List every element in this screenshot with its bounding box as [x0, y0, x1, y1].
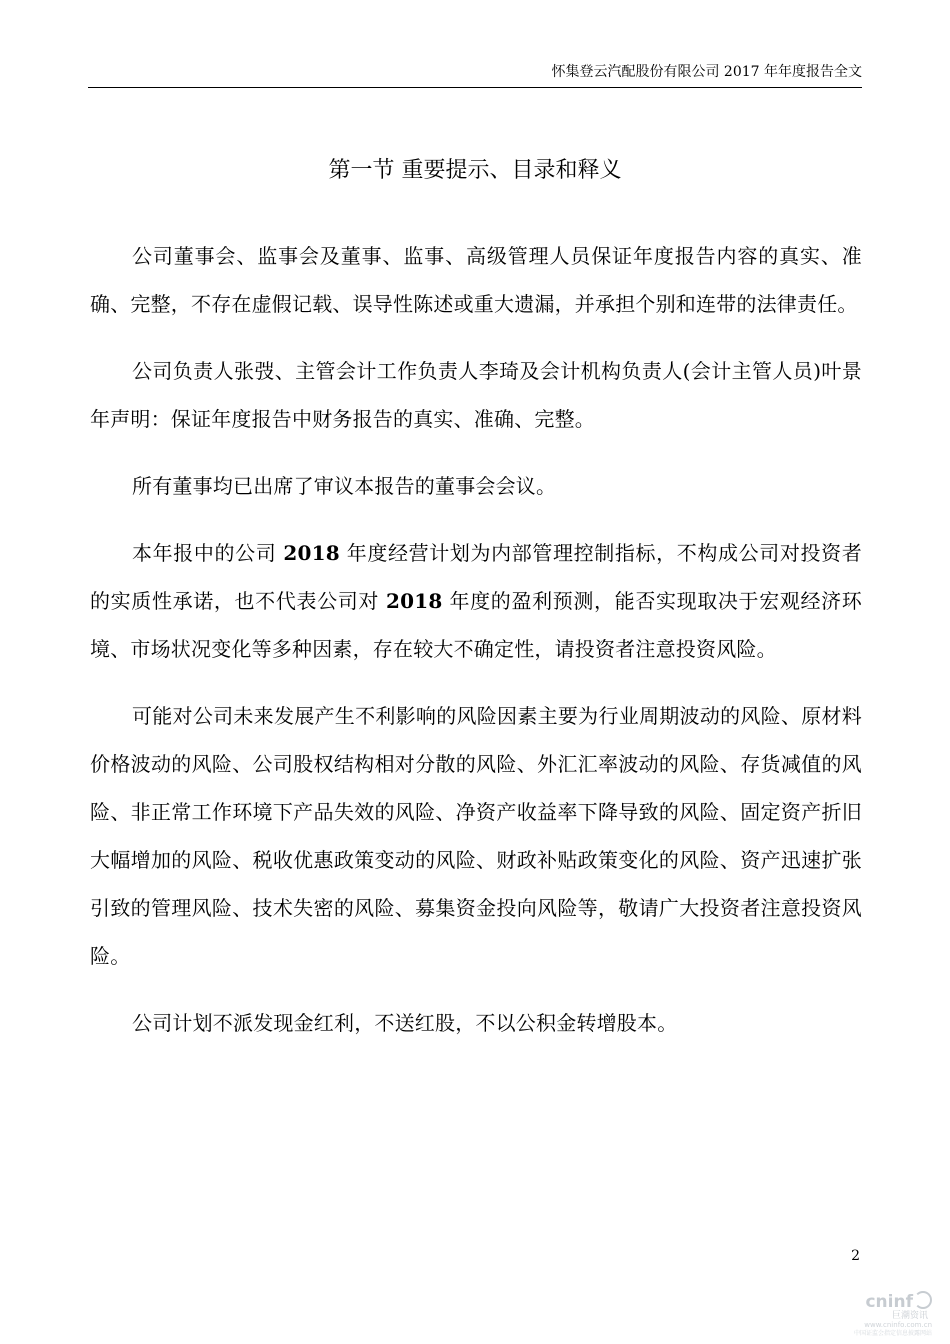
document-body — [90, 232, 862, 1066]
paragraph-business-plan — [90, 529, 862, 673]
report-header-title: 怀集登云汽配股份有限公司 2017 年年度报告全文 — [551, 64, 862, 80]
business-plan-year-1: 2018 — [283, 541, 340, 565]
cninfo-url: www.cninfo.com.cn — [864, 1321, 932, 1329]
business-plan-text-3: 年度的盈利预测，能否实现取决于宏观经济环境、市场状况变化等多种因素，存在较大不确定性，请投资者注意投资风险。 — [90, 589, 862, 661]
cninfo-watermark — [822, 1291, 932, 1338]
header-divider — [88, 87, 862, 88]
business-plan-text-2: 年度经营计划为内部管理控制指标，不构成公司对投资者的实质性承诺，也不代表公司对 — [90, 541, 862, 613]
business-plan-year-2: 2018 — [386, 589, 443, 613]
paragraph-board-guarantee: 公司董事会、监事会及董事、监事、高级管理人员保证年度报告内容的真实、准确、完整，不存在虚假记载、误导性陈述或重大遗漏，并承担个别和连带的法律责任。 — [90, 244, 862, 316]
section-title: 第一节 重要提示、目录和释义 — [328, 158, 622, 183]
paragraph-risk-factors: 可能对公司未来发展产生不利影响的风险因素主要为行业周期波动的风险、原材料价格波动的风险、公司股权结构相对分散的风险、外汇汇率波动的风险、存货减值的风险、非正常工作环境下产品失效的风险、净资产收益率下降导致的风险、固定资产折旧大幅增加的风险、税收优惠政策变动的风险、财政补贴政策变化的风险、资产迅速扩张引致的管理风险、技术失密的风险、募集资金投向风险等，敬请广大投资者注意投资风险。 — [90, 704, 862, 968]
paragraph-responsible-persons: 公司负责人张弢、主管会计工作负责人李琦及会计机构负责人(会计主管人员)叶景年声明：保证年度报告中财务报告的真实、准确、完整。 — [90, 359, 862, 431]
paragraph-dividend-plan: 公司计划不派发现金红利，不送红股，不以公积金转增股本。 — [132, 1011, 678, 1035]
cninfo-org: 中国证监会指定信息披露网站 — [853, 1330, 932, 1337]
business-plan-text-1: 本年报中的公司 — [132, 541, 284, 565]
cninfo-swirl-icon — [914, 1291, 932, 1309]
page-number: 2 — [851, 1248, 860, 1264]
cninfo-brand: 巨潮资讯 — [891, 1311, 928, 1321]
cninfo-logo: cninf — [822, 1291, 932, 1311]
paragraph-directors-attendance: 所有董事均已出席了审议本报告的董事会会议。 — [132, 474, 557, 498]
